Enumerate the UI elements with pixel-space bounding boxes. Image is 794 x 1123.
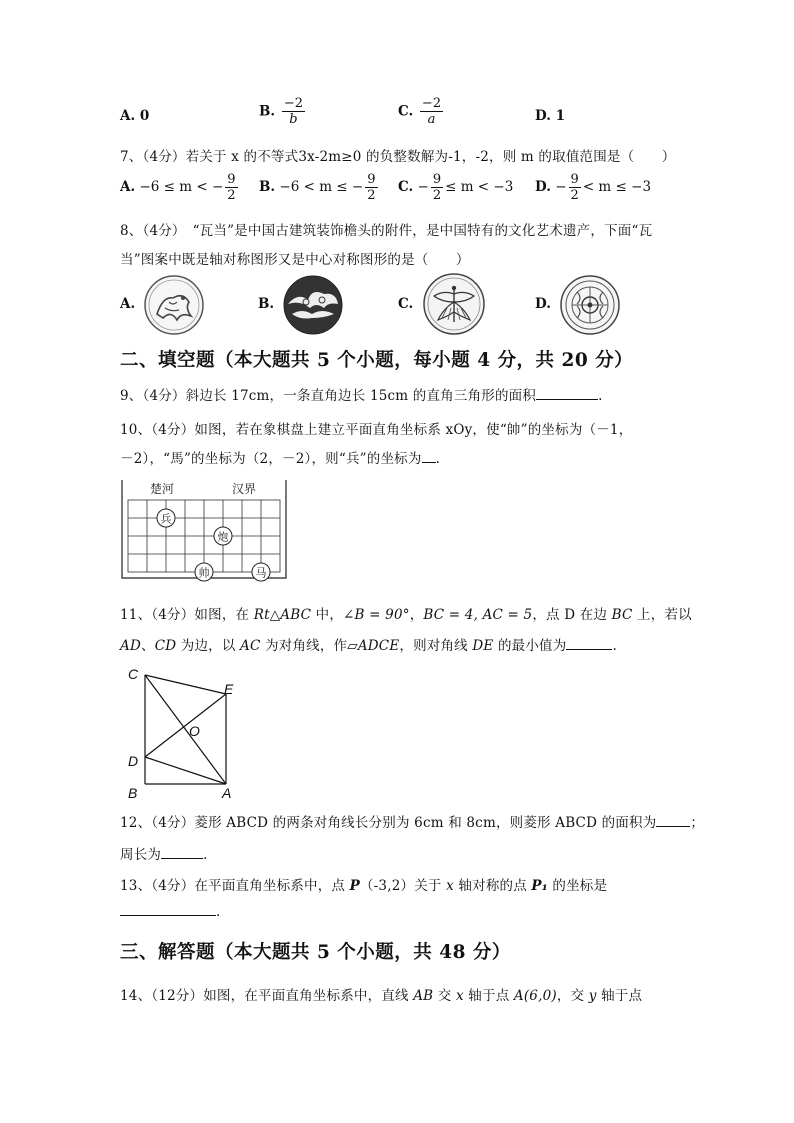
label-a: A xyxy=(222,785,232,801)
q8-option-d-label: D. xyxy=(535,296,551,312)
q6-option-c: C. $\frac{-2}{a}$ xyxy=(398,96,442,127)
svg-text:兵: 兵 xyxy=(160,513,172,526)
q11-line1: 11、（4分）如图，在 Rt△ABC 中，∠B = 90°，BC = 4, AC = 5，点 D 在边 BC 上，若以 xyxy=(120,607,692,623)
segment-da xyxy=(145,757,226,784)
q10-answer-blank[interactable] xyxy=(422,450,436,463)
q8-option-a-label: A. xyxy=(120,296,136,312)
segment-de xyxy=(145,694,226,757)
q12-line1: 12、（4分）菱形 ABCD 的两条对角线长分别为 6cm 和 8cm，则菱形 ABCD 的面积为 ； xyxy=(120,815,705,831)
label-o: O xyxy=(189,723,200,739)
q6-option-a: A. 0 xyxy=(120,108,150,124)
label-d: D xyxy=(128,753,139,769)
q10-line2: －2），“馬”的坐标为（2，－2），则“兵”的坐标为 . xyxy=(120,451,441,467)
q8-line1: 8、（4分） “瓦当”是中国古建筑装饰檐头的附件，是中国特有的文化艺术遗产，下面“瓦 xyxy=(120,223,653,239)
label-b: B xyxy=(128,785,138,801)
q13-line2: . xyxy=(120,903,221,920)
svg-text:炮: 炮 xyxy=(217,531,229,544)
label-e: E xyxy=(224,681,234,697)
q6-option-d: D. 1 xyxy=(535,108,566,124)
piece-horse xyxy=(252,563,270,581)
q11-answer-blank[interactable] xyxy=(566,637,612,650)
q7-option-d: D. − $\frac{9}{2}$ < m ≤ −3 xyxy=(535,172,652,203)
section-3-heading: 三、解答题（本大题共 5 个小题，共 48 分） xyxy=(120,942,511,963)
q12-line2: 周长为 . xyxy=(120,847,208,863)
q7-option-a: A. −6 ≤ m < − $\frac{9}{2}$ xyxy=(120,172,236,203)
label-c: C xyxy=(128,666,139,682)
river-label-left: 楚河 xyxy=(150,482,175,496)
q8-line2: 当”图案中既是轴对称图形又是中心对称图形的是（ ） xyxy=(120,252,470,268)
svg-text:帅: 帅 xyxy=(198,567,210,580)
q8-option-b-label: B. xyxy=(258,296,275,312)
tile-bird-image xyxy=(422,272,486,336)
q6-option-b: B. $\frac{-2}{b}$ xyxy=(259,96,303,127)
q7-option-c: C. − $\frac{9}{2}$ ≤ m < −3 xyxy=(398,172,514,203)
tile-tiger-image xyxy=(143,274,205,336)
q12-perimeter-blank[interactable] xyxy=(161,846,203,859)
q13-line1: 13、（4分）在平面直角坐标系中，点 P（-3,2）关于 x 轴对称的点 P₁ 的坐标是 xyxy=(120,878,608,894)
q13-answer-blank[interactable] xyxy=(120,903,216,916)
river-label-right: 汉界 xyxy=(232,482,257,496)
q12-area-blank[interactable] xyxy=(656,814,690,827)
q9-text: 9、（4分）斜边长 17cm，一条直角边长 15cm 的直角三角形的面积 . xyxy=(120,388,603,404)
board-grid xyxy=(128,500,280,572)
q10-line1: 10、（4分）如图，若在象棋盘上建立平面直角坐标系 xOy，使“帥”的坐标为（－1， xyxy=(120,422,633,438)
q11-line2: AD、CD 为边，以 AC 为对角线，作▱ADCE，则对角线 DE 的最小值为 . xyxy=(120,638,617,654)
q14-line1: 14、（12分）如图，在平面直角坐标系中，直线 AB 交 x 轴于点 A(6,0)，交 y 轴于点 xyxy=(120,988,643,1004)
q9-answer-blank[interactable] xyxy=(536,387,598,400)
tile-geometric-image xyxy=(559,274,621,336)
q7-stem: 7、（4分）若关于 x 的不等式3x-2m≥0 的负整数解为-1，-2，则 m 的取值范围是（ ） xyxy=(120,149,676,165)
piece-cannon xyxy=(214,527,232,545)
piece-marshal xyxy=(195,563,213,581)
q8-option-c-label: C. xyxy=(398,296,414,312)
svg-text:马: 马 xyxy=(255,567,267,580)
piece-soldier xyxy=(157,509,175,527)
section-2-heading: 二、填空题（本大题共 5 个小题，每小题 4 分，共 20 分） xyxy=(120,350,634,371)
tile-cloud-image xyxy=(282,274,344,336)
q7-option-b: B. −6 < m ≤ − $\frac{9}{2}$ xyxy=(259,172,376,203)
chess-board-figure xyxy=(118,478,290,582)
geometry-figure xyxy=(120,662,250,802)
